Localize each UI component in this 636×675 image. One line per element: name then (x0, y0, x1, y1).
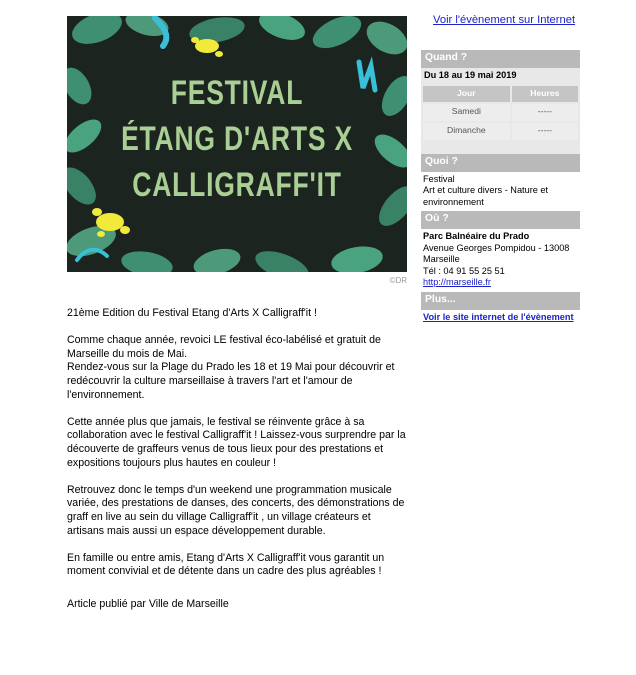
schedule-day: Samedi (423, 104, 510, 121)
schedule-hours: ----- (512, 123, 578, 140)
venue-website-link[interactable]: http://marseille.fr (423, 277, 491, 287)
schedule-column-header: Jour (423, 86, 510, 102)
article-paragraph: 21ème Edition du Festival Etang d'Arts X Calligraff'it ! (67, 307, 317, 319)
poster-title-line-2: ÉTANG D'ARTS X (121, 120, 353, 158)
schedule-row (423, 104, 578, 121)
article-paragraph: Retrouvez donc le temps d'un weekend une programmation musicale variée, des prestations de danses, des concerts, des démonstrations de graff en live au sein du village Calligraff'it , un village créateurs et artisans mais aussi un espace développement durable. (67, 483, 405, 537)
venue-name: Parc Balnéaire du Prado (423, 231, 530, 241)
quoi-section (421, 172, 580, 212)
schedule-column-header: Heures (512, 86, 578, 102)
poster-title-line-3: CALLIGRAFF'IT (132, 166, 342, 204)
event-type: Festival (423, 173, 455, 184)
schedule-row (423, 123, 578, 140)
event-dates: Du 18 au 19 mai 2019 (421, 68, 580, 84)
event-internet-link[interactable]: Voir l'évènement sur Internet (433, 14, 576, 26)
article-byline: Article publié par Ville de Marseille (67, 598, 229, 610)
ou-section (421, 229, 580, 292)
poster-title-line-1: FESTIVAL (170, 74, 304, 112)
plus-section (421, 310, 580, 327)
venue-address: Avenue Georges Pompidou - 13008 Marseille (423, 242, 570, 264)
image-credit: ©DR (389, 276, 407, 285)
event-category: Art et culture divers - Nature et environnement (423, 185, 549, 207)
quoi-heading: Quoi ? (421, 154, 580, 172)
event-website-link[interactable]: Voir le site internet de l'évènement (423, 311, 574, 322)
ou-heading: Où ? (421, 211, 580, 229)
article-paragraph: En famille ou entre amis, Etang d'Arts X Calligraff'it vous garantit un moment convivial et de détente dans un cadre des plus agréables ! (67, 551, 385, 578)
article-body (67, 307, 407, 592)
venue-phone: Tél : 04 91 55 25 51 (423, 265, 505, 276)
schedule-day: Dimanche (423, 123, 510, 140)
article-paragraph: Comme chaque année, revoici LE festival éco-labélisé et gratuit de Marseille du mois de Mai. Rendez-vous sur la Plage du Prado les 18 et 19 Mai pour découvrir et redécouvrir la culture marseillaise à travers l'art et l'amour de l'environnement. (67, 334, 395, 401)
quand-heading: Quand ? (421, 50, 580, 68)
quand-section (421, 68, 580, 154)
schedule-table (421, 84, 580, 142)
schedule-hours: ----- (512, 104, 578, 121)
festival-poster-image (67, 16, 407, 272)
article-paragraph: Cette année plus que jamais, le festival se réinvente grâce à sa collaboration avec le festival Calligraff'it ! Laissez-vous surprendre par la découverte de graffeurs venus de tous lieux pour des prestations et expositions toujours plus hautes en couleur ! (67, 415, 406, 469)
plus-heading: Plus... (421, 292, 580, 310)
event-info-sidebar (421, 50, 580, 326)
